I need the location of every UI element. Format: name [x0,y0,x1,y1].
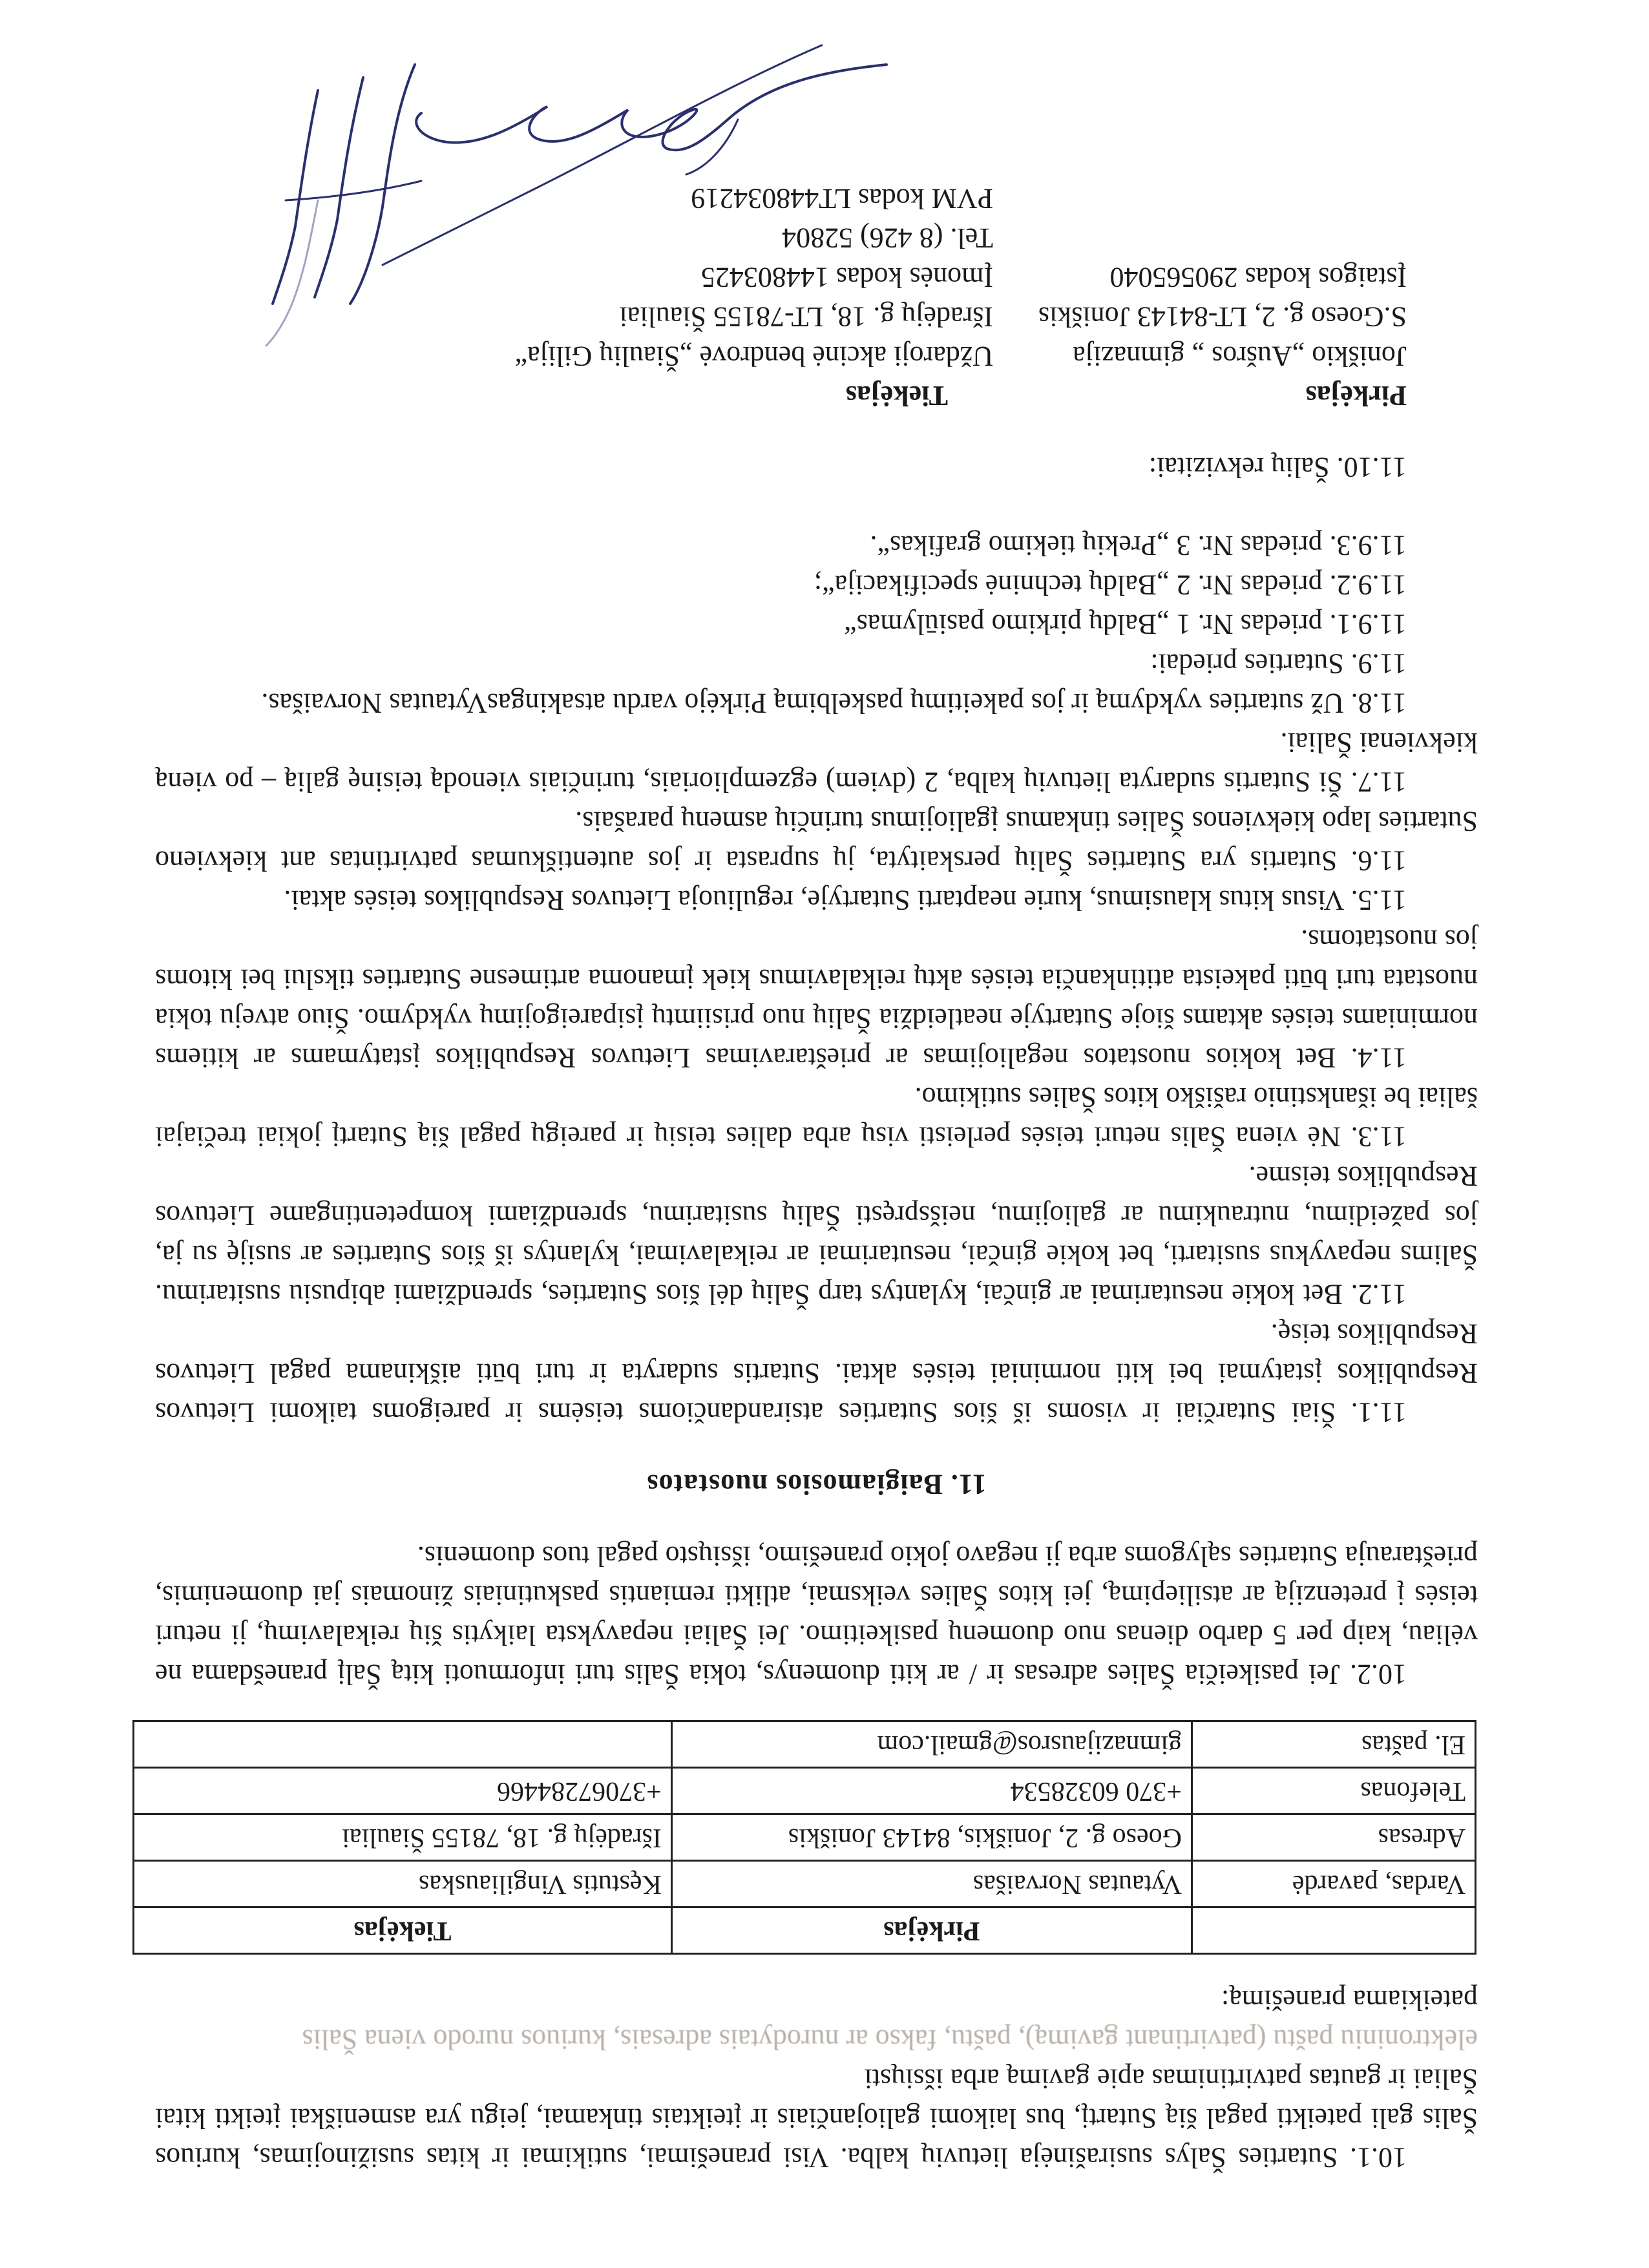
clause-11-9: 11.9. Sutarties priedai: [1150,648,1407,680]
contacts-header-buyer: Pirkėjas [671,1907,1192,1954]
clause-10-1-end: pateikiama pranešimą: [1221,1984,1478,2016]
buyer-line: Joniškio „Aušros „ gimnazija [1073,341,1407,372]
table-cell-buyer: +370 60328534 [671,1768,1192,1814]
clause-11-4: 11.4. Bet kokios nuostatos negaliojimas ar prieštaravimas Lietuvos Respublikos įstatymams ar kitiems norminiams teisės aktams šioje Sutartyje neatleidžia Šalių nuo prisiimtų įsipareigojimų vykdymo. Šiuo atveju tokia nuostata turi būti pakeista atitinkančia teisės aktų reikalavimus kiek įmanoma artimesne Sutarties tikslui bei kitoms jos nuostatoms. [155,924,1478,1074]
table-row [134,1814,1476,1861]
clause-11-6: 11.6. Sutartis yra Sutarties Šalių perskaityta, jų suprasta ir jos autentiškumas patvirtintas ant kiekvieno Sutarties lapo kiekvienos Šalies tinkamus įgaliojimus turinčių asmenų parašais. [155,806,1478,877]
table-row [134,1721,1476,1768]
clause-10-2: 10.2. Jei pasikeičia Šalies adresas ir / ar kiti duomenys, tokia Šalis turi informuoti kitą Šalį pranešdama ne vėliau, kaip per 5 darbo dienas nuo duomenų pasikeitimo. Jei Šaliai nepavykstа laikytis šių reikalavimų, ji neturi teisės į pretenziją ar atsiliepimą, jei kitos Šalies veiksmai, atlikti remiantis paskutiniais žinomais jai duomenimis, prieštarauja Sutarties sąlygoms arba ji negavo jokio pranešimo, išsiųsto pagal tuos duomenis. [155,1540,1478,1690]
contacts-table-header-row [134,1907,1476,1954]
table-cell-label: Telefonas [1192,1768,1475,1814]
table-cell-buyer: Vytautas Norvaišas [671,1861,1192,1907]
table-row [134,1861,1476,1907]
clause-11-8: 11.8. Už sutarties vykdymą ir jos pakeitimų paskelbimą Pirkėjo vardu atsakingasVytautas Norvaišas. [261,688,1407,719]
table-cell-label: El. paštas [1192,1721,1475,1768]
table-cell-seller: Išradėjų g. 18, 78155 Šiauliai [134,1814,672,1861]
contacts-table [132,1720,1476,1955]
annex-item: 11.9.2. priedas Nr. 2 „Baldų techninė specifikacija“; [814,569,1407,601]
buyer-title: Pirkėjas [1305,380,1407,412]
clause-11-7: 11.7. Ši Sutartis sudaryta lietuvių kalba, 2 (dviem) egzemplioriais, turinčiais vienodą teisinę galią – po vieną kiekvienai Šaliai. [155,727,1478,798]
buyer-details [993,179,1407,415]
buyer-line: Įstaigos kodas 290565040 [1109,262,1407,293]
seller-title: Tiekėjas [845,380,948,412]
clause-11-10: 11.10. Šalių rekvizitai: [1148,452,1407,483]
table-cell-label: Vardas, pavardė [1192,1861,1475,1907]
clause-10-1: 10.1. Sutarties Šalys susirašinėja lietuvių kalba. Visi pranešimai, sutikimai ir kitas susižinojimas, kuriuos Šalis gali pateikti pagal šią Sutartį, bus laikomi galiojančiais ir įteiktais tinkamai, jeigu yra asmeniškai įteikti kitai Šaliai ir gautas patvirtinimas apie gavimą arba išsiųsti [155,2063,1478,2174]
contacts-header-seller: Tiekėjas [134,1907,672,1954]
seller-line: PVM kodas LT448034219 [691,183,993,215]
table-cell-seller: +37067284466 [134,1768,672,1814]
annex-item: 11.9.3. priedas Nr. 3 „Prekių tiekimo grafikas“. [870,530,1407,562]
seller-line: Tel. (8 426) 52804 [782,222,993,254]
table-cell-buyer: gimnazijausros@gmail.com [671,1721,1192,1768]
clause-11-2: 11.2. Bet kokie nesutarimai ar ginčai, kylantys tarp Šalių dėl šios Sutarties, sprendžiami abipusiu susitarimu. Šalims nepavykus susitarti, bet kokie ginčai, nesutarimai ar reikalavimai, kylantys iš šios Sutarties ar susiję su ja, jos pažeidimu, nutraukimu ar galiojimu, neišspręsti Šalių susitarimu, sprendžiami kompetentingame Lietuvos Respublikos teisme. [155,1160,1478,1310]
stamp-mark-icon [215,187,357,355]
clause-10-1-faded-line: elektroniniu paštu (patvirtinant gavimą), paštu, fakso ar nurodytais adresais, kuriuos nurodo viena Šalis [302,2024,1478,2055]
table-cell-buyer: Goeso g. 2, Joniškis, 84143 Joniškis [671,1814,1192,1861]
section-11-title: 11. Baigiamosios nuostatos [646,1469,987,1500]
table-cell-seller: Kęstutis Vingiliauskas [134,1861,672,1907]
clause-11-5: 11.5. Visus kitus klausimus, kurie neaptarti Sutartyje, reguliuoja Lietuvos Respublikos teisės aktai. [284,885,1407,916]
buyer-line: S.Goeso g. 2, LT-84143 Joniškis [1038,301,1407,333]
seller-line: Uždaroji akcinė bendrovė „Šiaulių Gilija“ [514,341,993,372]
table-cell-label: Adresas [1192,1814,1475,1861]
annex-item: 11.9.1. priedas Nr. 1 „Baldų pirkimo pasiūlymas“ [844,609,1407,640]
contacts-header-empty [1192,1907,1475,1954]
clause-11-1: 11.1. Šiai Sutarčiai ir visoms iš šios Sutarties atsirandančioms teisėms ir pareigoms taikomi Lietuvos Respublikos įstatymai bei kiti norminiai teisės aktai. Sutartis sudaryta ir turi būti aiškinama pagal Lietuvos Respublikos teisę. [155,1318,1478,1429]
seller-line: Įmonės kodas 144803425 [700,262,993,293]
seller-line: Išradėjų g. 18, LT-78155 Šiauliai [619,301,993,333]
table-cell-seller [134,1721,672,1768]
table-row [134,1768,1476,1814]
clause-11-3: 11.3. Nė viena Šalis neturi teisės perleisti visų arba dalies teisių ir pareigų pagal šią Sutartį jokiai trečiajai šaliai be išankstinio rašiško kitos Šalies sutikimo. [155,1082,1478,1153]
